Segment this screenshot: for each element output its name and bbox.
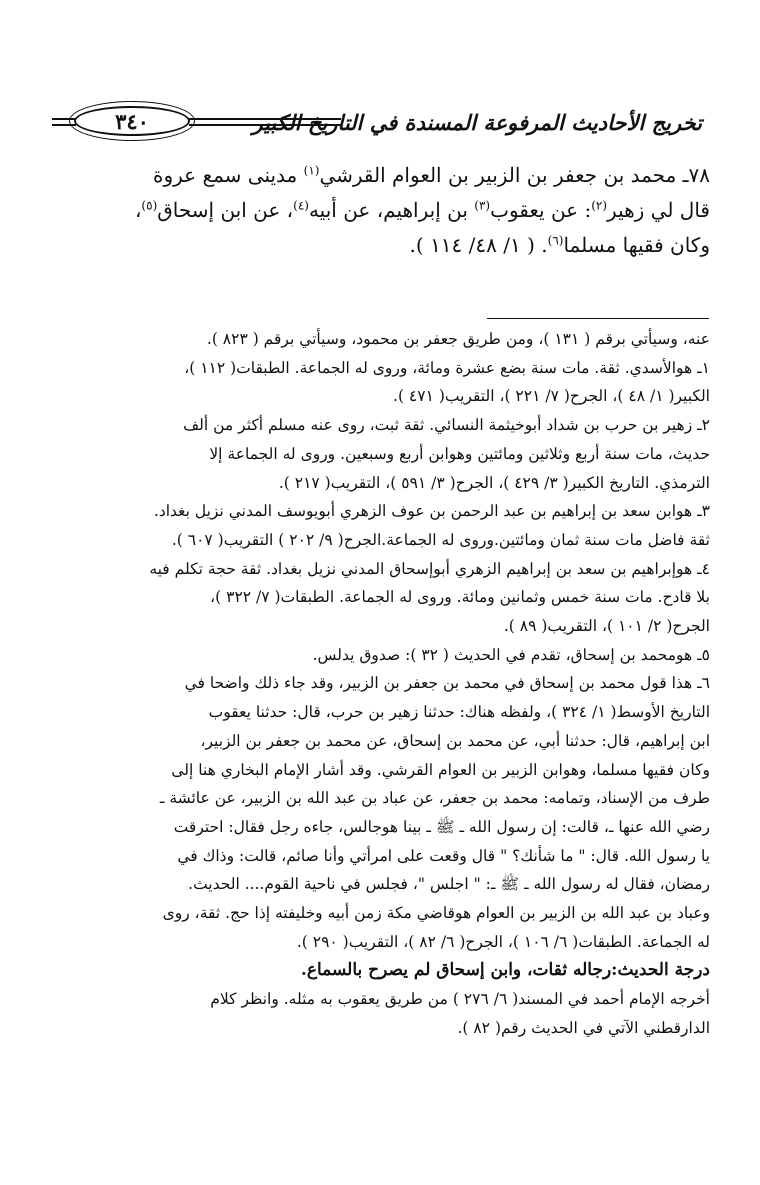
- entry-text: . ( ١/ ٤٨/ ١١٤ ).: [409, 233, 548, 257]
- hadith-entry: [50, 158, 710, 263]
- entry-text: ،: [134, 198, 142, 222]
- page-header: [52, 96, 702, 156]
- footnote-line: ٤ـ هوإبراهيم بن سعد بن إبراهيم الزهري أبوإسحاق المدني نزيل بغداد. ثقة حجة تكلم فيه: [149, 559, 710, 578]
- entry-line: [50, 228, 710, 263]
- entry-text: بن إبراهيم، عن أبيه: [308, 198, 475, 222]
- footnote-line: الترمذي. التاريخ الكبير( ٣/ ٤٢٩ )، الجرح( ٣/ ٥٩١ )، التقريب( ٢١٧ ).: [278, 473, 710, 492]
- footnote-line: طرف من الإسناد، وتمامه: محمد بن جعفر، عن عباد بن عبد الله بن الزبير، عن عائشة ـ: [159, 789, 710, 808]
- entry-text: قال لي زهير: [607, 198, 710, 222]
- hadith-grade: درجة الحديث:رجاله ثقات، وابن إسحاق لم يصرح بالسماع.: [300, 960, 710, 981]
- entry-line: [50, 158, 710, 193]
- footnote-line: الكبير( ١/ ٤٨ )، الجرح( ٧/ ٢٢١ )، التقريب( ٤٧١ ).: [393, 387, 710, 406]
- footnote-ref: (٣): [474, 198, 491, 213]
- entry-text: وكان فقيها مسلما: [563, 233, 710, 257]
- footnote-line: ٢ـ زهير بن حرب بن شداد أبوخيثمة النسائي. ثقة ثبت، روى عنه مسلم أكثر من ألف: [183, 416, 710, 435]
- footnote-line: بلا قادح. مات سنة خمس وثمانين ومائة. وروى له الجماعة. الطبقات( ٧/ ٣٢٢ )،: [210, 588, 710, 607]
- footnote-line: الجرح( ٢/ ١٠١ )، التقريب( ٨٩ ).: [503, 617, 710, 636]
- footnote-ref: (٥): [141, 198, 158, 213]
- footnote-line: ابن إبراهيم، قال: حدثنا أبي، عن محمد بن إسحاق، عن محمد بن جعفر بن الزبير،: [200, 731, 710, 750]
- footnotes: [50, 325, 710, 1043]
- running-title: تخريج الأحاديث المرفوعة المسندة في التاريخ الكبير: [252, 110, 702, 135]
- footnote-line: التاريخ الأوسط( ١/ ٣٢٤ )، ولفظه هناك: حدثنا زهير بن حرب، قال: حدثنا يعقوب: [208, 703, 710, 722]
- entry-text: ، عن ابن إسحاق: [157, 198, 294, 222]
- entry-text: : عن يعقوب: [490, 198, 592, 222]
- footnote-line: ٦ـ هذا قول محمد بن إسحاق في محمد بن جعفر بن الزبير، وقد جاء ذلك واضحا في: [184, 674, 710, 693]
- footnote-line: عنه، وسيأتي برقم ( ١٣١ )، ومن طريق جعفر بن محمود، وسيأتي برقم ( ٨٢٣ ).: [206, 330, 710, 348]
- footnote-line: وعباد بن عبد الله بن الزبير بن العوام هوقاضي مكة زمن أبيه وخليفته إذا حج. ثقة، روى: [162, 904, 710, 923]
- footnote-line: ٣ـ هوابن سعد بن إبراهيم بن عبد الرحمن بن عوف الزهري أبويوسف المدني نزيل بغداد.: [153, 502, 710, 521]
- footnote-divider: [487, 318, 709, 319]
- header-rule-left: [52, 118, 76, 126]
- footnote-line: رضي الله عنها ـ، قالت: إن رسول الله ـ ﷺ ـ بينا هوجالس، جاءه رجل فقال: احترقت: [173, 817, 710, 836]
- footnote-line: حديث، مات سنة أربع وثلاثين ومائتين وهوابن أربع وسبعين. وروى له الجماعة إلا: [209, 444, 710, 463]
- footnote-line: أخرجه الإمام أحمد في المسند( ٦/ ٢٧٦ ) من طريق يعقوب به مثله. وانظر كلام: [210, 990, 710, 1009]
- footnote-line: ١ـ هوالأسدي. ثقة. مات سنة بضع عشرة ومائة، وروى له الجماعة. الطبقات( ١١٢ )،: [184, 358, 710, 377]
- entry-line: [50, 193, 710, 228]
- footnote-ref: (٢): [591, 198, 608, 213]
- footnote-line: وكان فقيها مسلما، وهوابن الزبير بن العوام القرشي. وقد أشار الإمام البخاري هنا إلى: [171, 760, 710, 779]
- footnote-line: له الجماعة. الطبقات( ٦/ ١٠٦ )، الجرح( ٦/ ٨٢ )، التقريب( ٢٩٠ ).: [296, 932, 710, 951]
- entry-text: مدينى سمع عروة: [153, 163, 304, 187]
- footnote-ref: (١): [303, 163, 320, 178]
- footnote-line: يا رسول الله. قال: " ما شأنك؟ " قال وقعت على امرأتي وأنا صائم، قالت: وذاك في: [177, 846, 710, 865]
- footnote-line: ٥ـ هومحمد بن إسحاق، تقدم في الحديث ( ٣٢ ): صدوق يدلس.: [312, 645, 710, 664]
- page-number: ٣٤٠: [74, 106, 190, 136]
- footnote-line: رمضان، فقال له رسول الله ـ ﷺ ـ: " اجلس "، فجلس في ناحية القوم.... الحديث.: [188, 875, 710, 894]
- footnote-ref: (٦): [547, 233, 564, 248]
- footnote-ref: (٤): [293, 198, 309, 213]
- entry-text: ٧٨ـ محمد بن جعفر بن الزبير بن العوام القرشي: [319, 163, 710, 187]
- footnote-line: الدارقطني الآتي في الحديث رقم( ٨٢ ).: [457, 1018, 710, 1037]
- footnote-line: ثقة فاضل مات سنة ثمان ومائتين.وروى له الجماعة.الجرح( ٩/ ٢٠٢ ) التقريب( ٦٠٧ ).: [171, 530, 710, 549]
